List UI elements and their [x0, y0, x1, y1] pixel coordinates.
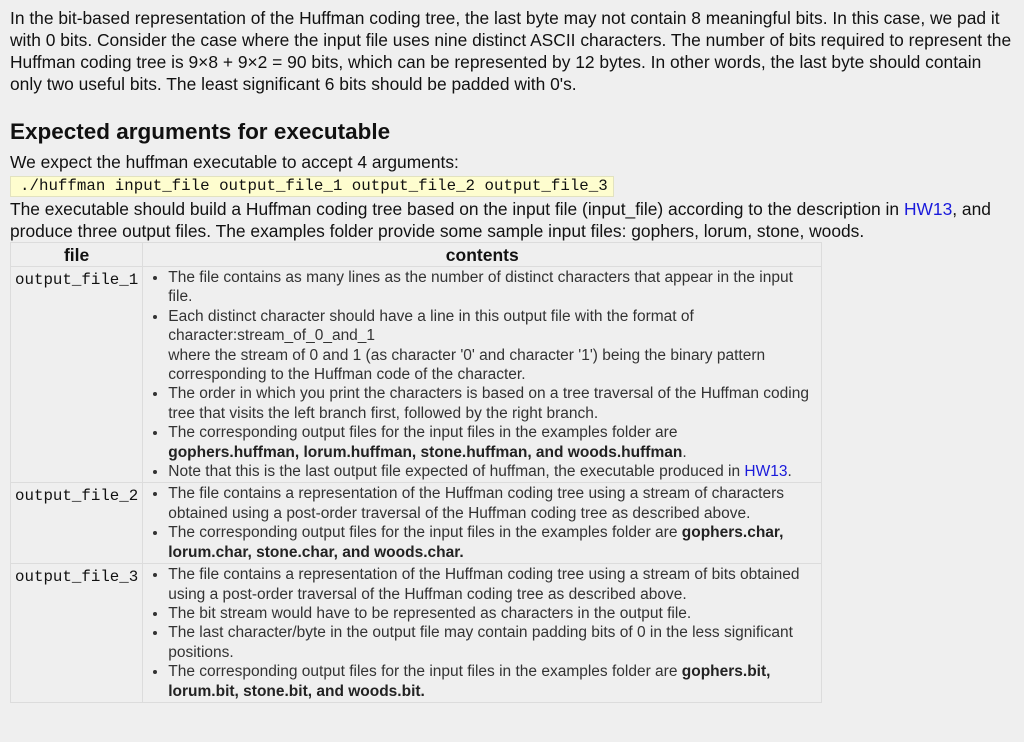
output-file-names: gophers.bit, lorum.bit, stone.bit, and woods.bit. [168, 663, 771, 700]
command-example: ./huffman input_file output_file_1 output_file_2 output_file_3 [10, 176, 614, 197]
header-file: file [11, 243, 143, 267]
list-text: The corresponding output files for the input files in the examples folder are [168, 663, 682, 681]
file-cell: output_file_1 [11, 267, 143, 483]
bullet-list [143, 268, 817, 481]
list-item: • The file contains as many lines as the number of distinct characters that appear in the input file. [168, 268, 817, 307]
file-cell: output_file_3 [11, 564, 143, 703]
contents-cell [143, 564, 822, 703]
section-heading: Expected arguments for executable [10, 119, 391, 144]
list-item: • The file contains a representation of the Huffman coding tree using a stream of characters obtained using a post-order traversal of the Huffman coding tree as described above. [168, 484, 817, 523]
hw13-link[interactable]: HW13 [903, 199, 953, 219]
list-text-end: . [682, 443, 687, 461]
header-contents: contents [143, 243, 822, 267]
list-item [168, 307, 817, 385]
intro-paragraph: In the bit-based representation of the Huffman coding tree, the last byte may not contain 8 meaningful bits. In this case, we pad it with 0 bits. Consider the case where the input file uses nine distinct ASCII characters. The number of bits required to represent the Huffman coding tree is 9×8 + 9×2 = 90 bits, which can be represented by 12 bytes. In other words, the last byte should contain only two useful bits. The least significant 6 bits should be padded with 0's. [10, 8, 1012, 94]
table-row [11, 483, 822, 564]
list-item: • The last character/byte in the output file may contain padding bits of 0 in the less significant positions. [168, 623, 817, 662]
bullet-list [143, 484, 817, 562]
bullet-list [143, 565, 817, 701]
list-item [168, 523, 817, 562]
desc-before: The executable should build a Huffman coding tree based on the input file (input_file) according to the description in [10, 199, 904, 219]
executable-description [10, 198, 1014, 242]
list-item: • The file contains a representation of the Huffman coding tree using a stream of bits obtained using a post-order traversal of the Huffman coding tree as described above. [168, 565, 817, 604]
output-file-names: gophers.char, lorum.char, stone.char, and woods.char. [168, 524, 784, 561]
list-item: • The order in which you print the characters is based on a tree traversal of the Huffman coding tree that visits the left branch first, followed by the right branch. [168, 384, 817, 423]
format-intro: Each distinct character should have a line in this output file with the format of [168, 307, 694, 325]
list-text: The corresponding output files for the input files in the examples folder are [168, 424, 678, 442]
table-row [11, 267, 822, 483]
list-item [168, 462, 817, 481]
contents-cell [143, 483, 822, 564]
list-item [168, 423, 817, 462]
output-file-names: gophers.huffman, lorum.huffman, stone.huffman, and woods.huffman [168, 443, 683, 461]
list-text: Note that this is the last output file expected of huffman, the executable produced in [168, 463, 745, 481]
file-cell: output_file_2 [11, 483, 143, 564]
list-text-end: . [787, 463, 792, 481]
table-row [11, 564, 822, 703]
list-text: The corresponding output files for the input files in the examples folder are [168, 524, 682, 542]
format-spec: character:stream_of_0_and_1 [168, 327, 376, 345]
list-item: • The bit stream would have to be represented as characters in the output file. [168, 604, 817, 623]
contents-cell [143, 267, 822, 483]
format-explanation: where the stream of 0 and 1 (as character '0' and character '1') being the binary pattern corresponding to the Huffman code of the character. [168, 346, 766, 384]
expect-text: We expect the huffman executable to accept 4 arguments: [10, 152, 459, 172]
list-item [168, 662, 817, 701]
hw13-link[interactable]: HW13 [744, 463, 788, 481]
desc-after: , and produce three output files. The examples folder provide some sample input files: gophers, lorum, stone, woods. [10, 199, 991, 241]
arguments-table [10, 242, 822, 703]
